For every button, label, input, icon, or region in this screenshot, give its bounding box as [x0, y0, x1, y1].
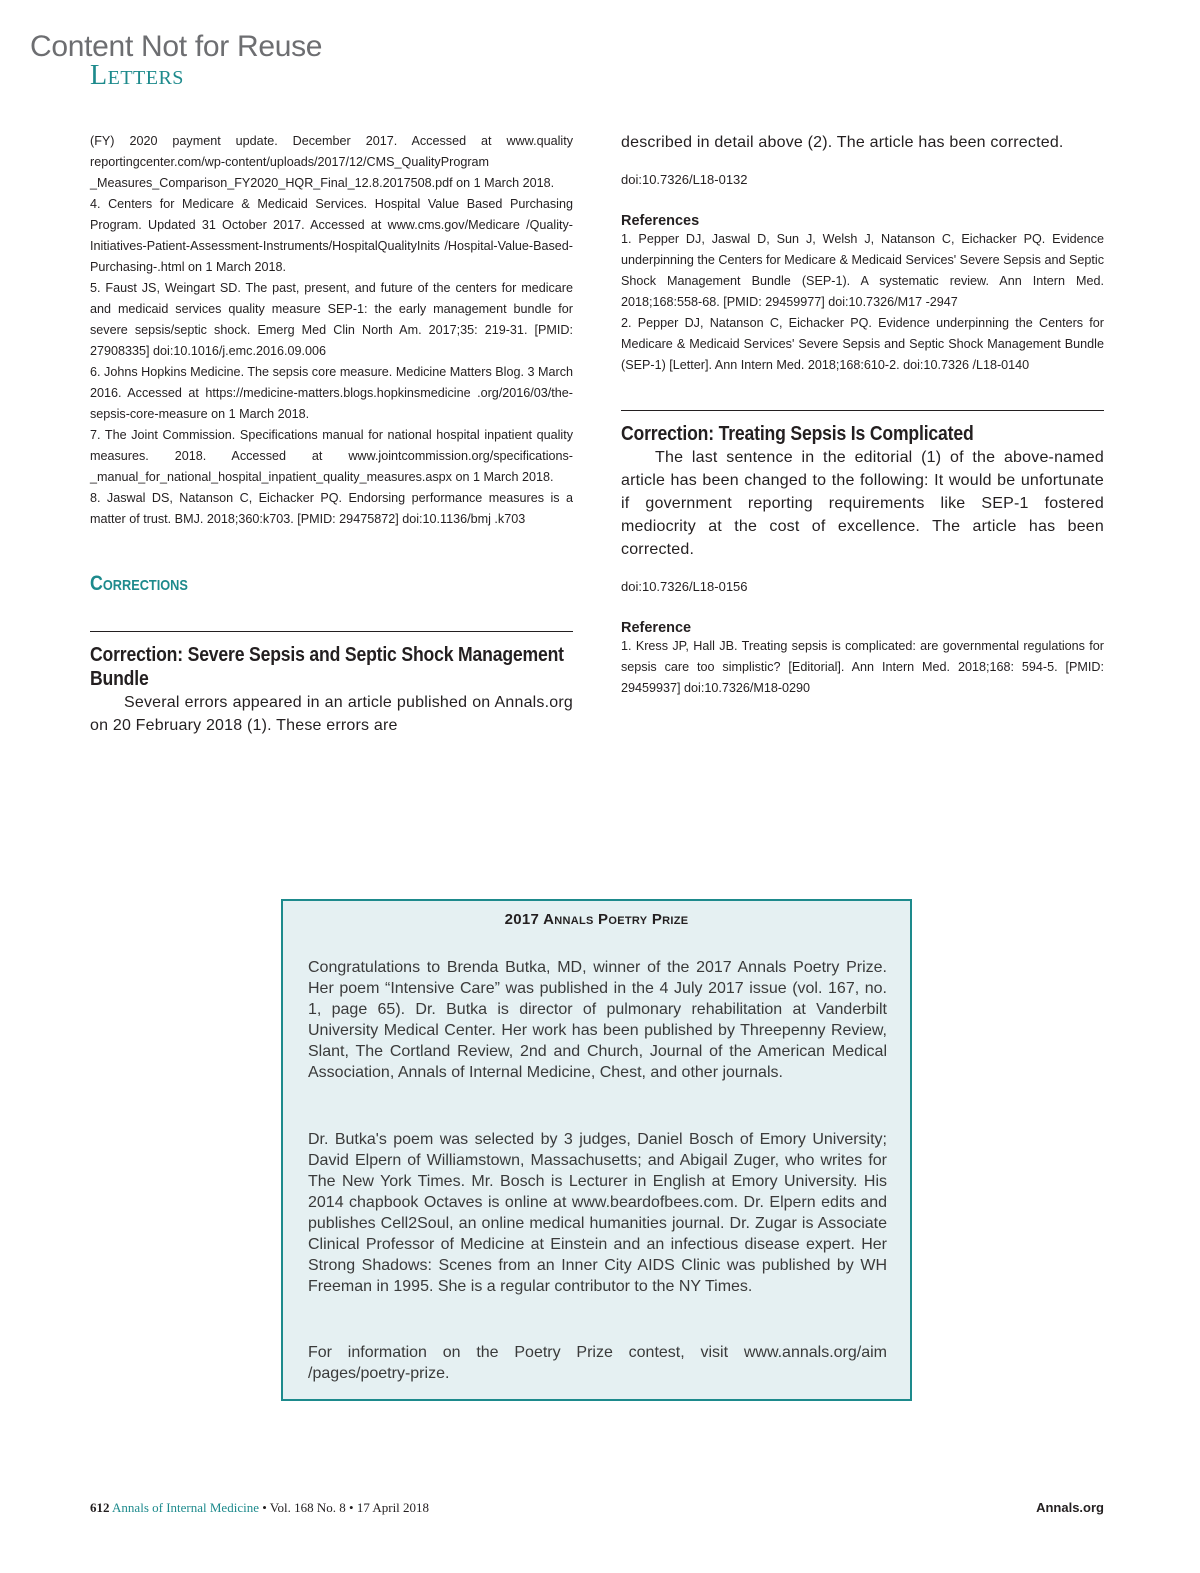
- correction-title: Correction: Severe Sepsis and Septic Shock Management Bundle: [90, 644, 564, 690]
- poetry-prize-box: [281, 899, 912, 1401]
- reference-item: 4. Centers for Medicare & Medicaid Services. Hospital Value Based Purchasing Program. Updated 31 October 2017. Accessed at www.cms.gov/Medicare /Quality-Initiatives-Patient-Assessment-Instruments/HospitalQualityInits /Hospital-Value-Based-Purchasing-.html on 1 March 2018.: [90, 197, 573, 274]
- reference-item: 1. Kress JP, Hall JB. Treating sepsis is complicated: are governmental regulations for sepsis care too simplistic? [Editorial]. Ann Intern Med. 2018;168: 594-5. [PMID: 29459937] doi:10.7326/M18-0290: [621, 639, 1104, 695]
- corrections-heading: Corrections: [90, 572, 188, 595]
- site-link[interactable]: Annals.org: [1036, 1500, 1104, 1515]
- reference-item: 7. The Joint Commission. Specifications manual for national hospital inpatient quality measures. 2018. Accessed at www.jointcommission.org/specifications- _manual_for_national_hospital_inpatient_quality_measures.aspx on 1 March 2018.: [90, 428, 573, 484]
- poetry-paragraph: Congratulations to Brenda Butka, MD, winner of the 2017 Annals Poetry Prize. Her poem “Intensive Care” was published in the 4 July 2017 issue (vol. 167, no. 1, page 65). Dr. Butka is director of pulmonary rehabilitation at Vanderbilt University Medical Center. Her work has been published by Threepenny Review, Slant, The Cortland Review, 2nd and Church, Journal of the American Medical Association, Annals of Internal Medicine, Chest, and other journals.: [308, 959, 887, 1081]
- poetry-paragraph: For information on the Poetry Prize contest, visit www.annals.org/aim /pages/poetry-prize.: [308, 1344, 887, 1382]
- page-number: 612: [90, 1500, 110, 1515]
- correction-title: Correction: Treating Sepsis Is Complicated: [621, 423, 974, 445]
- reference-item: 2. Pepper DJ, Natanson C, Eichacker PQ. Evidence underpinning the Centers for Medicare & Medicaid Services' Severe Sepsis and Septic Shock Management Bundle (SEP-1) [Letter]. Ann Intern Med. 2018;168:610-2. doi:10.7326 /L18-0140: [621, 316, 1104, 372]
- journal-name: Annals of Internal Medicine: [112, 1500, 259, 1515]
- issue-info: • Vol. 168 No. 8 • 17 April 2018: [262, 1500, 430, 1515]
- correction-body: The last sentence in the editorial (1) of the above-named article has been changed to the following: It would be unfortunate if government reporting requirements like SEP-1 fostered mediocrity at the cost of excellence. The article has been corrected.: [621, 449, 1104, 558]
- poetry-prize-title: 2017 Annals Poetry Prize: [504, 911, 689, 928]
- reference-item: 8. Jaswal DS, Natanson C, Eichacker PQ. Endorsing performance measures is a matter of trust. BMJ. 2018;360:k703. [PMID: 29475872] doi:10.1136/bmj .k703: [90, 491, 573, 526]
- correction-body: Several errors appeared in an article published on Annals.org on 20 February 2018 (1). These errors are: [90, 694, 573, 734]
- correction-body-continued: described in detail above (2). The article has been corrected.: [621, 134, 1064, 151]
- left-column: [90, 131, 573, 737]
- reference-item: 1. Pepper DJ, Jaswal D, Sun J, Welsh J, Natanson C, Eichacker PQ. Evidence underpinning the Centers for Medicare & Medicaid Services' Severe Sepsis and Septic Shock Management Bundle (SEP-1). A systematic review. Ann Intern Med. 2018;168:558-68. [PMID: 29459977] doi:10.7326/M17 -2947: [621, 232, 1104, 309]
- references-heading: References: [621, 213, 700, 229]
- references-heading: Reference: [621, 620, 692, 636]
- reference-item: 6. Johns Hopkins Medicine. The sepsis core measure. Medicine Matters Blog. 3 March 2016. Accessed at https://medicine-matters.blogs.hopkinsmedicine .org/2016/03/the-sepsis-core-measure on 1 March 2018.: [90, 365, 573, 421]
- right-column: [621, 131, 1104, 699]
- doi: doi:10.7326/L18-0132: [621, 172, 748, 187]
- reference-list-continued: [90, 131, 573, 530]
- reference-list: [621, 229, 1104, 376]
- doi: doi:10.7326/L18-0156: [621, 579, 748, 594]
- reference-list: [621, 636, 1104, 699]
- page-footer: [90, 1500, 1104, 1516]
- reference-item: 5. Faust JS, Weingart SD. The past, present, and future of the centers for medicare and medicaid services quality measure SEP-1: the early management bundle for severe sepsis/septic shock. Emerg Med Clin North Am. 2017;35: 219-31. [PMID: 27908335] doi:10.1016/j.emc.2016.09.006: [90, 281, 573, 358]
- watermark: Content Not for Reuse: [30, 30, 323, 63]
- poetry-paragraph: Dr. Butka's poem was selected by 3 judges, Daniel Bosch of Emory University; David Elpern of Williamstown, Massachusetts; and Abigail Zuger, who writes for The New York Times. Mr. Bosch is Lecturer in English at Emory University. His 2014 chapbook Octaves is online at www.beardofbees.com. Dr. Elpern edits and publishes Cell2Soul, an online medical humanities journal. Dr. Zugar is Associate Clinical Professor of Medicine at Einstein and an infectious disease expert. Her Strong Shadows: Scenes from an Inner City AIDS Clinic was published by WH Freeman in 1995. She is a regular contributor to the NY Times.: [308, 1131, 887, 1295]
- section-heading: Letters: [90, 60, 184, 91]
- reference-item: (FY) 2020 payment update. December 2017. Accessed at www.quality reportingcenter.com/wp-content/uploads/2017/12/CMS_QualityProgram _Measures_Comparison_FY2020_HQR_Final_12.8.2017508.pdf on 1 March 2018.: [90, 134, 573, 190]
